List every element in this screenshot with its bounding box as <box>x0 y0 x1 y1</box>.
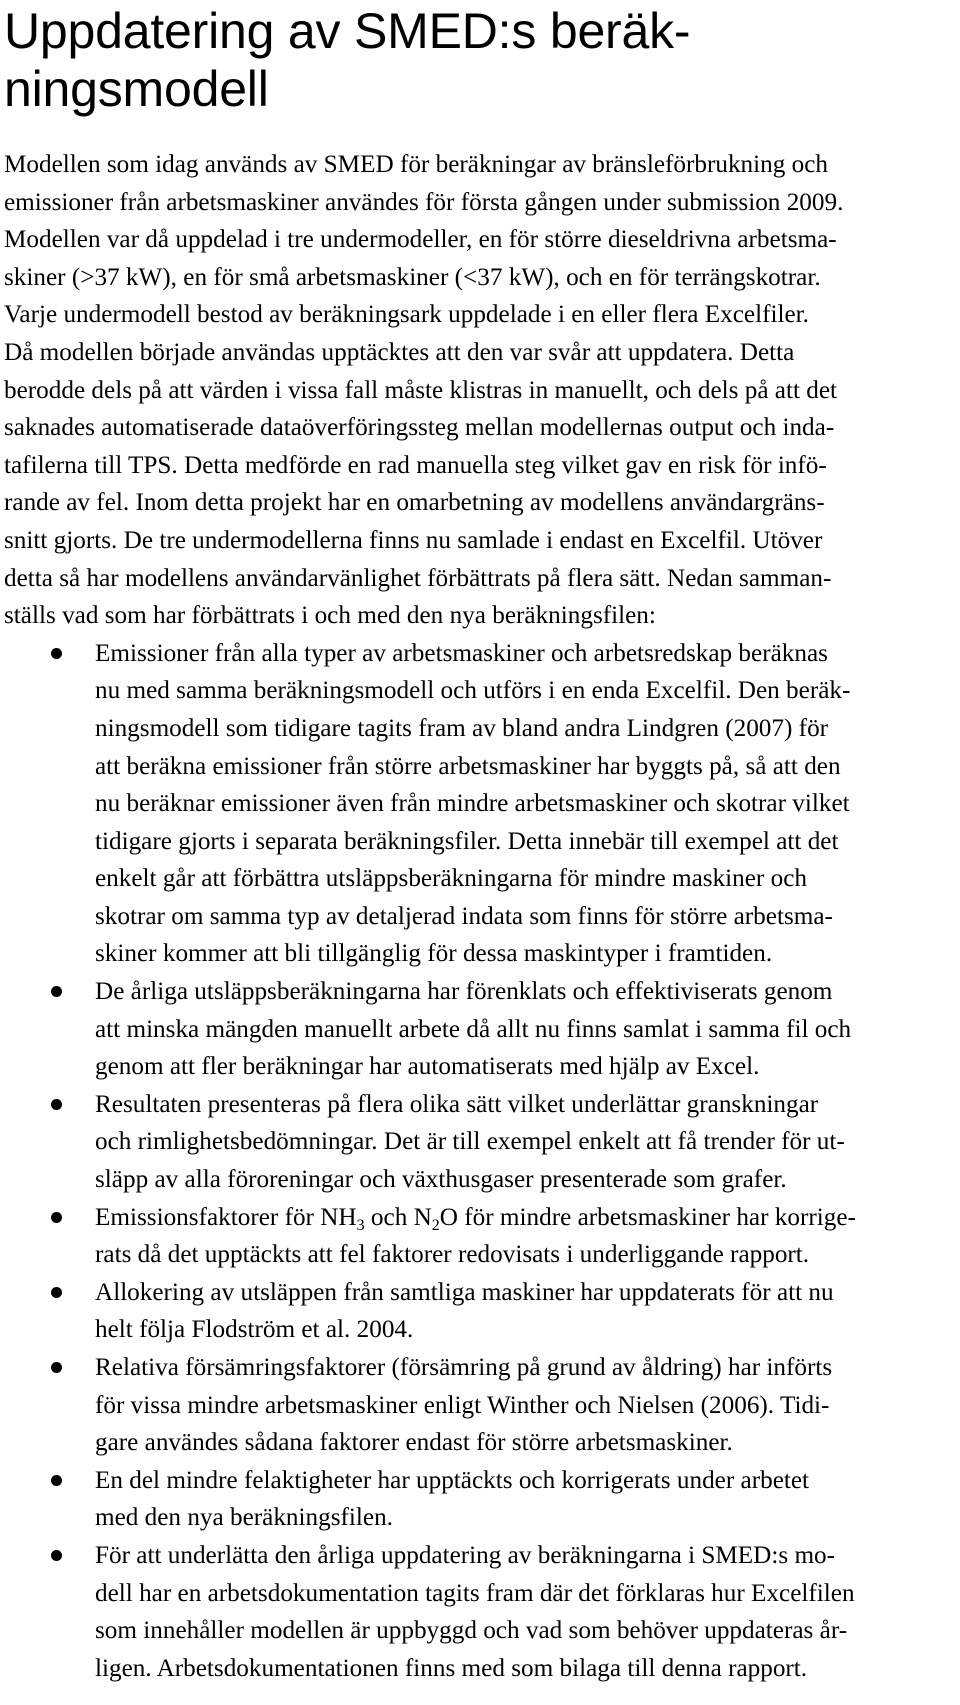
page-title <box>4 0 950 118</box>
list-item-line <box>95 1199 950 1237</box>
list-item-line: skiner kommer att bli tillgänglig för dessa maskintyper i framtiden. <box>95 940 773 968</box>
intro-paragraph <box>4 146 950 635</box>
paragraph-line: berodde dels på att värden i vissa fall måste klistras in manuellt, och dels på att det <box>4 376 838 404</box>
paragraph-line: detta så har modellens användarvänlighet förbättrats på flera sätt. Nedan samman- <box>4 564 832 592</box>
list-item-line: genom att fler beräkningar har automatiserats med hjälp av Excel. <box>95 1053 760 1081</box>
list-item-line: enkelt går att förbättra utsläppsberäkningarna för mindre maskiner och <box>95 865 807 893</box>
paragraph-line: Modellen som idag används av SMED för beräkningar av bränsleförbrukning och <box>4 151 828 178</box>
list-item-line: tidigare gjorts i separata beräkningsfiler. Detta innebär till exempel att det <box>95 827 839 855</box>
paragraph-line: skiner (>37 kW), en för små arbetsmaskiner (<37 kW), och en för terrängskotrar. <box>4 263 821 291</box>
list-item <box>4 1537 950 1687</box>
title-line: ningsmodell <box>4 61 269 117</box>
list-item-line: dell har en arbetsdokumentation tagits fram där det förklaras hur Excelfilen <box>95 1579 855 1607</box>
formula-text: O för mindre arbetsmaskiner har korrige- <box>439 1203 856 1231</box>
list-item-line: För att underlätta den årliga uppdatering av beräkningarna i SMED:s mo- <box>95 1541 836 1569</box>
list-item-line: nu med samma beräkningsmodell och utförs i en enda Excelfil. Den beräk- <box>95 677 851 705</box>
list-item-line: De årliga utsläppsberäkningarna har förenklats och effektiviserats genom <box>95 978 833 1006</box>
title-line: Uppdatering av SMED:s beräk- <box>4 3 691 59</box>
paragraph-line: snitt gjorts. De tre undermodellerna finns nu samlade i endast en Excelfil. Utöver <box>4 526 823 554</box>
improvements-list <box>4 635 950 1688</box>
bullet-icon <box>51 648 62 659</box>
paragraph-line: Varje undermodell bestod av beräkningsark uppdelade i en eller flera Excelfiler. <box>4 301 809 329</box>
bullet-icon <box>51 1287 62 1298</box>
list-item <box>4 1462 950 1537</box>
bullet-icon <box>51 986 62 997</box>
paragraph-line: Modellen var då uppdelad i tre undermodeller, en för större dieseldrivna arbetsma- <box>4 226 837 254</box>
list-item-line: En del mindre felaktigheter har upptäckts och korrigerats under arbetet <box>95 1466 810 1494</box>
list-item-line: Allokering av utsläppen från samtliga maskiner har uppdaterats för att nu <box>95 1278 834 1306</box>
list-item-line: Resultaten presenteras på flera olika sätt vilket underlättar granskningar <box>95 1090 819 1118</box>
list-item-line: helt följa Flodström et al. 2004. <box>95 1316 414 1344</box>
list-item-line: att beräkna emissioner från större arbetsmaskiner har byggts på, så att den <box>95 752 841 780</box>
paragraph-line: tafilerna till TPS. Detta medförde en rad manuella steg vilket gav en risk för infö- <box>4 451 827 479</box>
list-item <box>4 973 950 1086</box>
n2o-subscript: 2 <box>431 1216 440 1234</box>
bullet-icon <box>51 1550 62 1561</box>
bullet-icon <box>51 1099 62 1110</box>
list-item <box>4 635 950 973</box>
paragraph-line: ställs vad som har förbättrats i och med den nya beräkningsfilen: <box>4 602 656 630</box>
bullet-icon <box>51 1475 62 1486</box>
list-item-line: för vissa mindre arbetsmaskiner enligt Winther och Nielsen (2006). Tidi- <box>95 1391 830 1419</box>
list-item-line: Emissioner från alla typer av arbetsmaskiner och arbetsredskap beräknas <box>95 639 828 667</box>
list-item <box>4 1274 950 1349</box>
list-item-line: och rimlighetsbedömningar. Det är till exempel enkelt att få trender för ut- <box>95 1128 845 1156</box>
nh3-subscript: 3 <box>356 1216 365 1234</box>
list-item-line: ligen. Arbetsdokumentationen finns med som bilaga till denna rapport. <box>95 1654 808 1682</box>
formula-text: och N <box>364 1203 432 1231</box>
list-item <box>4 1349 950 1462</box>
bullet-icon <box>51 1362 62 1373</box>
list-item-line: rats då det upptäckts att fel faktorer redovisats i underliggande rapport. <box>95 1241 810 1269</box>
paragraph-line: rande av fel. Inom detta projekt har en omarbetning av modellens användargräns- <box>4 489 825 517</box>
list-item-line: skotrar om samma typ av detaljerad indata som finns för större arbetsma- <box>95 902 833 930</box>
list-item-line: att minska mängden manuellt arbete då allt nu finns samlat i samma fil och <box>95 1015 852 1043</box>
paragraph-line: emissioner från arbetsmaskiner användes för första gången under submission 2009. <box>4 188 844 216</box>
list-item-line: släpp av alla föroreningar och växthusgaser presenterade som grafer. <box>95 1166 787 1194</box>
bullet-icon <box>51 1212 62 1223</box>
list-item-line: ningsmodell som tidigare tagits fram av bland andra Lindgren (2007) för <box>95 714 829 742</box>
formula-text: Emissionsfaktorer för NH <box>95 1203 357 1231</box>
list-item-line: som innehåller modellen är uppbyggd och vad som behöver uppdateras år- <box>95 1617 848 1645</box>
paragraph-line: Då modellen började användas upptäcktes att den var svår att uppdatera. Detta <box>4 338 795 366</box>
list-item <box>4 1199 950 1274</box>
list-item-line: gare användes sådana faktorer endast för större arbetsmaskiner. <box>95 1429 733 1457</box>
paragraph-line: saknades automatiserade dataöverföringssteg mellan modellernas output och inda- <box>4 414 835 442</box>
list-item-line: nu beräknar emissioner även från mindre arbetsmaskiner och skotrar vilket <box>95 790 850 818</box>
list-item <box>4 1086 950 1199</box>
list-item-line: Relativa försämringsfaktorer (försämring på grund av åldring) har införts <box>95 1354 833 1381</box>
list-item-line: med den nya beräkningsfilen. <box>95 1504 393 1532</box>
